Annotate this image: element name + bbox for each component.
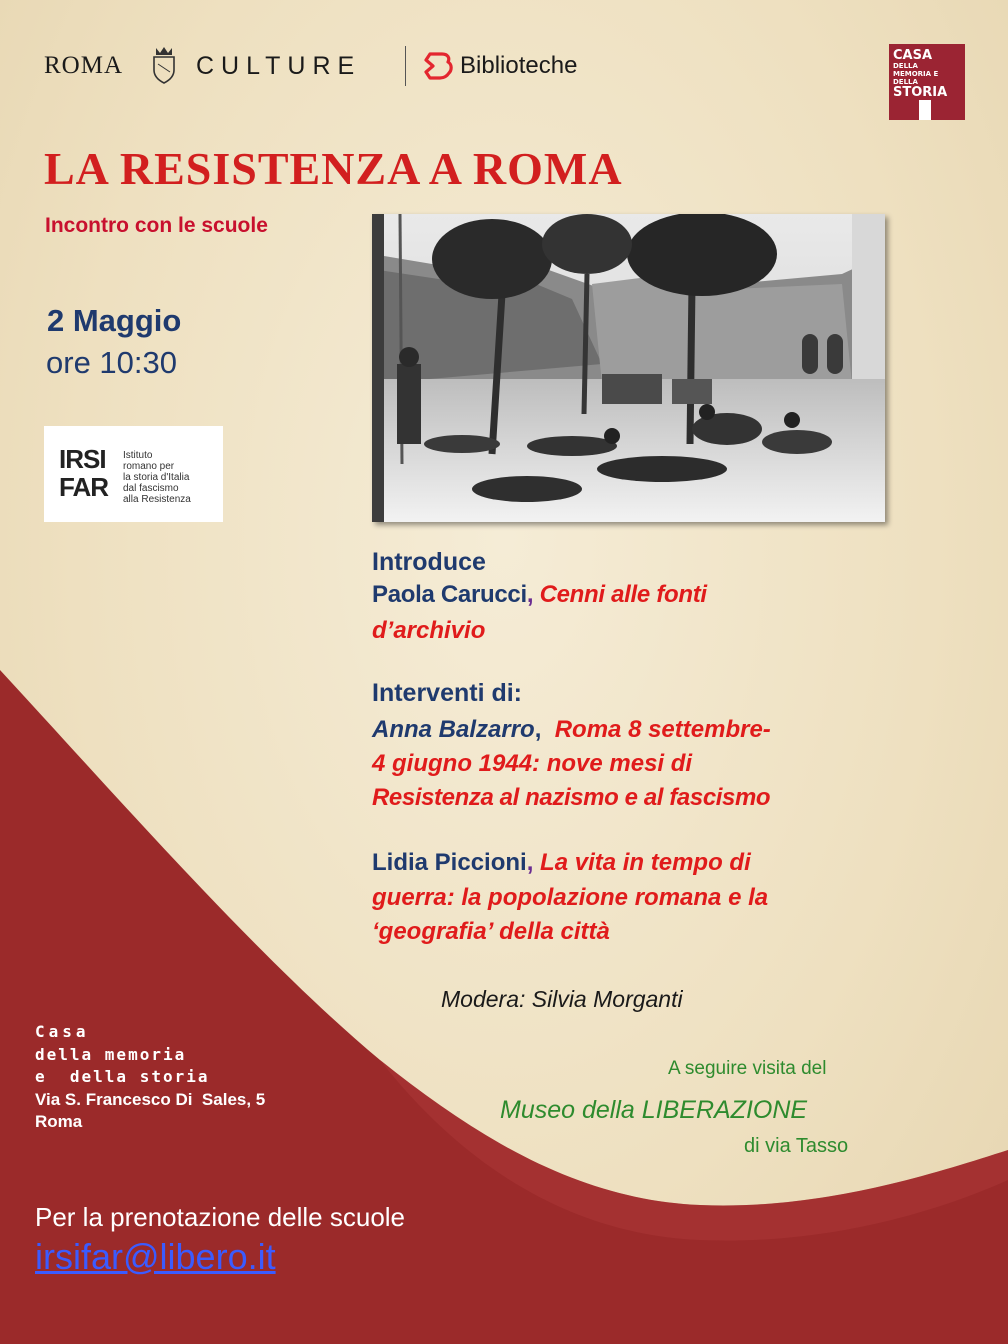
header-divider xyxy=(405,46,406,86)
casa-logo-line3: STORIA xyxy=(893,85,948,100)
roma-shield-icon xyxy=(150,44,178,84)
irsifar-text-line: Istituto xyxy=(123,450,153,461)
anna-comma: , xyxy=(534,716,542,743)
irsifar-logo xyxy=(44,426,223,522)
irsifar-description xyxy=(123,450,191,505)
intro-topic: Cenni alle fonti xyxy=(539,581,707,608)
irsifar-mark-line2: FAR xyxy=(59,472,108,502)
address-line3: e della storia xyxy=(35,1067,210,1086)
museum-intro: A seguire visita del xyxy=(668,1058,827,1079)
casa-logo-line2: DELLA MEMORIA E DELLA xyxy=(893,62,939,86)
address-street: Via S. Francesco Di Sales, 5 xyxy=(35,1090,266,1109)
irsifar-text-line: la storia d'Italia xyxy=(123,472,190,483)
event-time: ore 10:30 xyxy=(46,345,177,380)
culture-logo-text: CULTURE xyxy=(196,52,362,80)
lidia-name: Lidia Piccioni xyxy=(372,849,527,876)
intro-line xyxy=(372,581,707,609)
event-date: 2 Maggio xyxy=(47,303,182,338)
irsifar-mark-line1: IRSI xyxy=(59,444,106,474)
address-city: Roma xyxy=(35,1112,83,1131)
event-subtitle: Incontro con le scuole xyxy=(45,214,268,237)
biblioteche-b-icon xyxy=(424,51,454,81)
resistance-photo xyxy=(372,214,885,522)
intro-topic-continued: d’archivio xyxy=(372,617,486,644)
anna-topic-line2: 4 giugno 1944: nove mesi di xyxy=(372,750,693,777)
introduce-heading: Introduce xyxy=(372,548,486,576)
booking-email-link[interactable]: irsifar@libero.it xyxy=(35,1236,276,1277)
irsifar-text-line: romano per xyxy=(123,461,175,472)
event-title: LA RESISTENZA A ROMA xyxy=(44,143,623,194)
address-line2: della memoria xyxy=(35,1045,187,1064)
interventions-heading: Interventi di: xyxy=(372,679,523,707)
lidia-comma: , xyxy=(526,849,534,876)
irsifar-mark xyxy=(59,445,108,501)
lidia-topic-line3: ‘geografia’ della città xyxy=(372,918,610,945)
casa-memoria-logo xyxy=(889,44,965,120)
irsifar-text-line: dal fascismo xyxy=(123,483,179,494)
casa-door-icon xyxy=(919,100,931,120)
booking-text: Per la prenotazione delle scuole xyxy=(35,1202,406,1232)
irsifar-text-line: alla Resistenza xyxy=(123,494,191,505)
intro-speaker: Paola Carucci xyxy=(372,581,527,608)
intro-comma: , xyxy=(526,581,534,608)
lidia-topic: La vita in tempo di xyxy=(540,849,751,876)
roma-logo-text: ROMA xyxy=(44,52,124,79)
address-line1: Casa xyxy=(35,1022,90,1041)
anna-line xyxy=(372,716,771,744)
biblioteche-logo-text: Biblioteche xyxy=(460,52,578,79)
moderator: Modera: Silvia Morganti xyxy=(441,986,683,1012)
museum-name: Museo della LIBERAZIONE xyxy=(500,1096,808,1124)
anna-topic: Roma 8 settembre- xyxy=(554,716,771,743)
casa-logo-line1: CASA xyxy=(893,48,933,63)
museum-street: di via Tasso xyxy=(744,1135,849,1157)
anna-topic-line3: Resistenza al nazismo e al fascismo xyxy=(372,784,771,811)
lidia-topic-line2: guerra: la popolazione romana e la xyxy=(372,884,769,911)
anna-name: Anna Balzarro xyxy=(372,716,535,743)
lidia-line xyxy=(372,849,751,877)
